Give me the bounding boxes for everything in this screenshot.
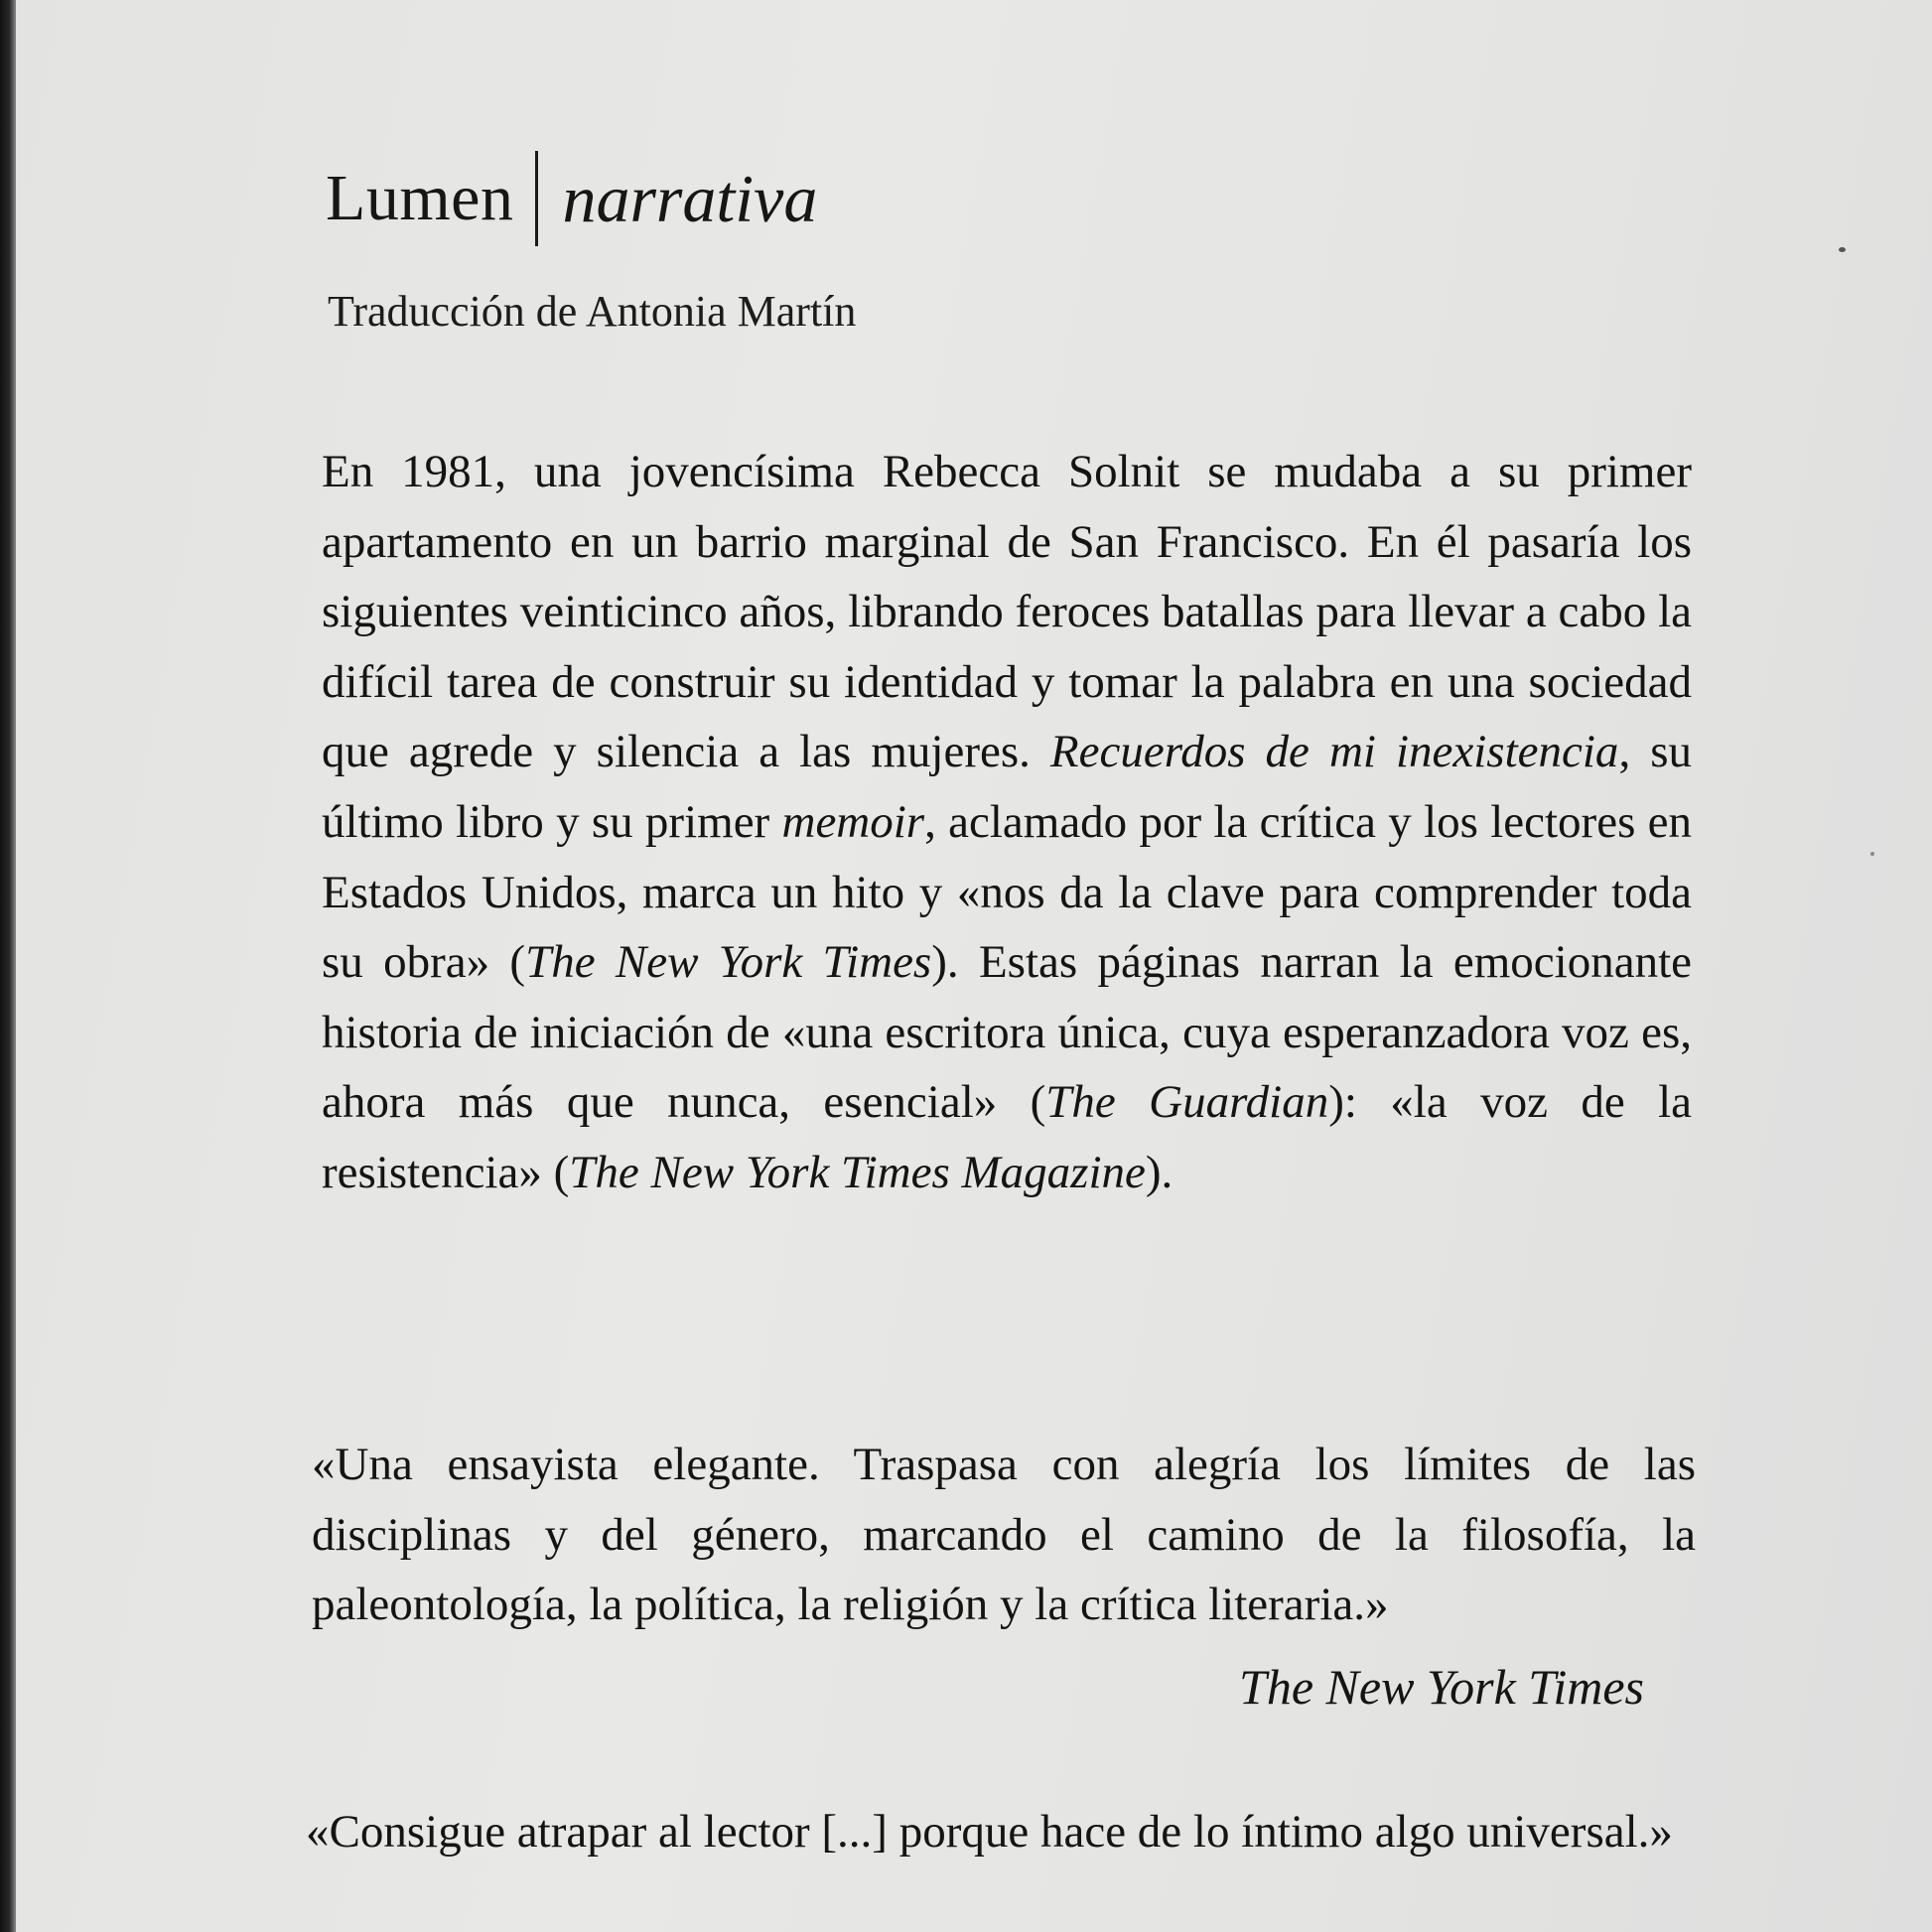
review-quote: «Consigue atrapar al lector [...] porque hace de lo íntimo algo universal.»: [306, 1806, 1673, 1858]
publisher-header: [326, 149, 817, 248]
memoir-term: memoir: [781, 795, 925, 848]
header-divider: [535, 151, 538, 246]
collection-name: narrativa: [562, 160, 818, 236]
press-source: The Guardian: [1045, 1076, 1329, 1129]
press-source: The New York Times Magazine: [569, 1146, 1146, 1198]
publisher-name: Lumen: [326, 162, 514, 234]
paper-speck: [1839, 247, 1846, 252]
synopsis-text: ). Estas páginas narran la emocionante historia de iniciación de «una escritora única, cuya esperanzadora voz es, ahora más que nunca, esencial» (: [322, 936, 1692, 1129]
synopsis-text: ).: [1145, 1146, 1173, 1198]
synopsis-paragraph: [322, 437, 1692, 1208]
cover-edge-shadow: [0, 0, 16, 1932]
translator-credit: Traducción de Antonia Martín: [328, 287, 857, 336]
press-source: The New York Times: [525, 936, 932, 989]
synopsis-text: ): «la voz de la resistencia» (: [322, 1076, 1692, 1198]
synopsis-text: En 1981, una jovencísima Rebecca Solnit se mudaba a su primer apartamento en un barrio marginal de San Francisco. En él pasaría los siguientes veinticinco años, librando feroces batallas para llevar a cabo la difícil tarea de construir su identidad y tomar la palabra en una sociedad que agrede y silencia a las mujeres.: [322, 446, 1692, 778]
paper-speck: [1870, 852, 1874, 856]
review-quote-source: The New York Times: [1239, 1659, 1644, 1715]
synopsis-text: , aclamado por la crítica y los lectores en Estados Unidos, marca un hito y «nos da la clave para comprender toda su obra» (: [322, 795, 1693, 989]
synopsis-text: , su último libro y su primer: [322, 726, 1692, 848]
review-quote: «Una ensayista elegante. Traspasa con alegría los límites de las disciplinas y del género, marcando el camino de la filosofía, la paleontología, la política, la religión y la crítica literaria.»: [312, 1439, 1696, 1631]
book-title: Recuerdos de mi inexistencia: [1049, 726, 1619, 778]
